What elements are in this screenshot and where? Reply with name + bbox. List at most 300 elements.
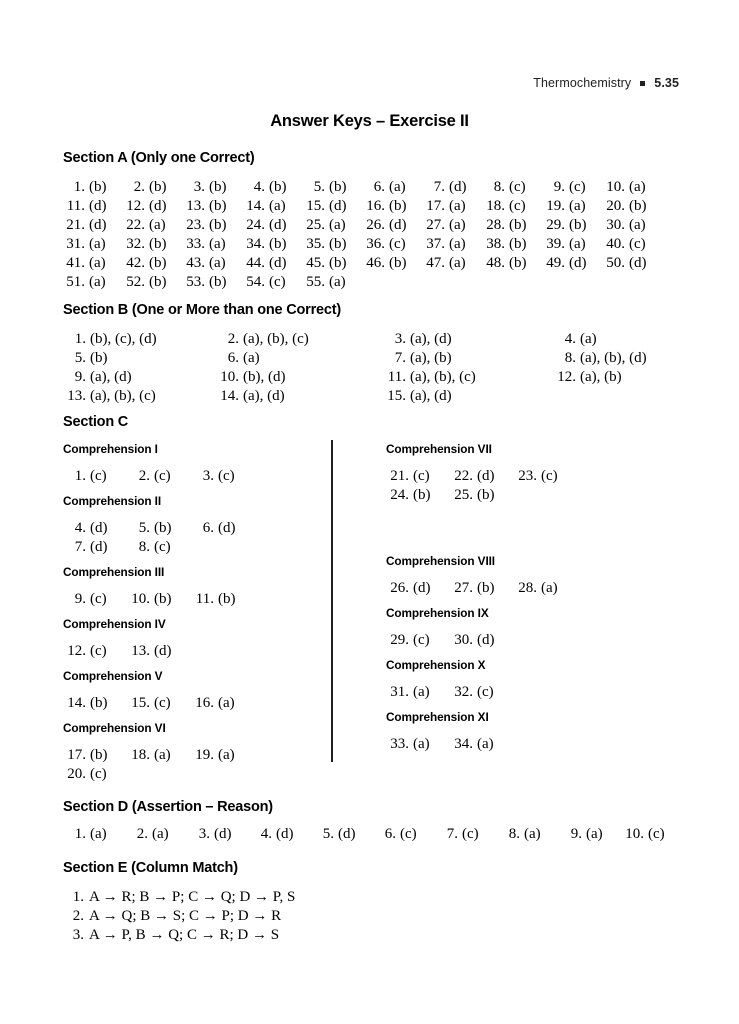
comprehension-answer-grid (66, 467, 258, 486)
answer-number: 8. (493, 179, 505, 195)
answer-value: (a), (b), (c) (90, 388, 156, 404)
answer-number: 33. (186, 236, 205, 252)
answer-item (386, 330, 556, 349)
answer-number: 4. (564, 331, 576, 347)
answer-number: 25. (454, 487, 473, 503)
section-d-heading: Section D (Assertion – Reason) (63, 799, 273, 815)
answer-value: (b) (509, 217, 527, 233)
answer-value: (b) (154, 591, 172, 607)
answer-value: (b) (329, 179, 347, 195)
answer-item (389, 467, 453, 486)
comprehension-heading: Comprehension IX (386, 606, 489, 620)
answer-item (366, 216, 426, 235)
answer-value: (a) (89, 274, 106, 290)
answer-number: 21. (66, 217, 85, 233)
answer-item (186, 254, 246, 273)
answer-number: 34. (246, 236, 265, 252)
answer-number: 1. (74, 331, 86, 347)
answer-value: (a) (89, 236, 106, 252)
answer-value: (b), (d) (243, 369, 286, 385)
answer-value: (c) (389, 236, 406, 252)
answer-number: 30. (454, 632, 473, 648)
answer-value: (c) (413, 632, 430, 648)
answer-value: (a) (477, 736, 494, 752)
answer-value: (c) (218, 468, 235, 484)
answer-item (128, 825, 190, 844)
answer-number: 23. (518, 468, 537, 484)
running-head (533, 76, 679, 90)
answer-number: 53. (186, 274, 205, 290)
answer-item (453, 683, 517, 702)
answer-number: 8. (138, 539, 150, 555)
section-b-answer-grid (66, 330, 726, 406)
answer-value: A → Q; B → S; C → P; D → R (89, 908, 282, 924)
answer-item (252, 825, 314, 844)
answer-item (130, 590, 194, 609)
answer-number: 13. (67, 388, 86, 404)
answer-number: 5. (138, 520, 150, 536)
answer-item (130, 538, 194, 557)
comprehension-answer-grid (66, 746, 258, 784)
section-c-heading: Section C (63, 414, 129, 430)
answer-value: (a) (389, 179, 406, 195)
comprehension-answer-grid (389, 735, 581, 754)
answer-item (366, 197, 426, 216)
answer-item (186, 216, 246, 235)
answer-item (66, 349, 219, 368)
comprehension-heading: Comprehension XI (386, 710, 489, 724)
answer-value: (a) (329, 274, 346, 290)
answer-value: (c) (413, 468, 430, 484)
answer-value: (a) (413, 736, 430, 752)
answer-number: 45. (306, 255, 325, 271)
answer-number: 9. (570, 826, 582, 842)
answer-value: (c) (648, 826, 665, 842)
answer-value: (d) (477, 468, 495, 484)
answer-value: (b) (477, 580, 495, 596)
answer-number: 3. (72, 927, 84, 943)
answer-item (426, 178, 486, 197)
answer-number: 22. (454, 468, 473, 484)
answer-value: (a) (154, 747, 171, 763)
answer-item (426, 216, 486, 235)
answer-value: (b) (329, 236, 347, 252)
answer-value: (b) (389, 198, 407, 214)
answer-number: 18. (131, 747, 150, 763)
answer-item (389, 486, 453, 505)
answer-number: 10. (131, 591, 150, 607)
answer-number: 49. (546, 255, 565, 271)
comprehension-answer-grid (389, 579, 581, 598)
answer-item (66, 467, 130, 486)
answer-item (606, 235, 666, 254)
answer-item (219, 387, 386, 406)
answer-item (386, 387, 556, 406)
answer-value: (c) (541, 468, 558, 484)
answer-item (219, 349, 386, 368)
section-e-answer-list (66, 888, 295, 945)
answer-number: 55. (306, 274, 325, 290)
answer-number: 16. (366, 198, 385, 214)
answer-number: 1. (73, 179, 85, 195)
answer-number: 34. (454, 736, 473, 752)
answer-number: 40. (606, 236, 625, 252)
answer-value: (d) (269, 255, 287, 271)
answer-item (556, 368, 726, 387)
answer-value: (b) (209, 274, 227, 290)
answer-number: 8. (508, 826, 520, 842)
answer-number: 28. (518, 580, 537, 596)
answer-item (66, 178, 126, 197)
answer-number: 1. (74, 468, 86, 484)
answer-item (66, 235, 126, 254)
answer-number: 44. (246, 255, 265, 271)
answer-value: A → P, B → Q; C → R; D → S (89, 927, 280, 943)
answer-value: (b) (413, 487, 431, 503)
answer-item (389, 735, 453, 754)
answer-number: 54. (246, 274, 265, 290)
answer-number: 4. (74, 520, 86, 536)
section-e-heading: Section E (Column Match) (63, 860, 238, 876)
answer-value: (d) (269, 217, 287, 233)
answer-item (486, 254, 546, 273)
answer-value: (c) (400, 826, 417, 842)
answer-item (486, 235, 546, 254)
comprehension-answer-grid (66, 590, 258, 609)
answer-item (366, 178, 426, 197)
answer-value: (b) (629, 198, 647, 214)
column-match-row (66, 888, 295, 907)
answer-value: (d) (149, 198, 167, 214)
answer-value: (a) (413, 684, 430, 700)
answer-item (306, 216, 366, 235)
answer-number: 39. (546, 236, 565, 252)
answer-value: (a), (d) (90, 369, 132, 385)
answer-value: (b) (269, 236, 287, 252)
answer-number: 52. (126, 274, 145, 290)
answer-number: 5. (322, 826, 334, 842)
answer-item (306, 235, 366, 254)
answer-value: (a) (449, 198, 466, 214)
answer-number: 2. (133, 179, 145, 195)
answer-item (126, 216, 186, 235)
answer-value: (b) (218, 591, 236, 607)
answer-value: (b) (90, 747, 108, 763)
answer-value: (a) (209, 236, 226, 252)
answer-item (546, 216, 606, 235)
answer-value: (d) (89, 217, 107, 233)
answer-item (246, 273, 306, 292)
answer-number: 5. (74, 350, 86, 366)
answer-value: (a) (449, 255, 466, 271)
answer-value: (b) (329, 255, 347, 271)
answer-item (376, 825, 438, 844)
answer-item (66, 538, 130, 557)
answer-number: 10. (625, 826, 644, 842)
answer-value: (b) (209, 179, 227, 195)
answer-number: 32. (126, 236, 145, 252)
answer-number: 28. (486, 217, 505, 233)
answer-number: 30. (606, 217, 625, 233)
answer-item (426, 254, 486, 273)
answer-item (606, 254, 666, 273)
answer-number: 3. (198, 826, 210, 842)
answer-value: (d) (449, 179, 467, 195)
answer-value: (c) (477, 684, 494, 700)
answer-number: 10. (220, 369, 239, 385)
answer-value: (a) (329, 217, 346, 233)
answer-item (389, 579, 453, 598)
answer-number: 36. (366, 236, 385, 252)
answer-number: 13. (131, 643, 150, 659)
answer-item (486, 216, 546, 235)
answer-item (66, 519, 130, 538)
answer-number: 17. (67, 747, 86, 763)
answer-value: (d) (276, 826, 294, 842)
answer-item (246, 178, 306, 197)
answer-number: 31. (66, 236, 85, 252)
answer-number: 10. (606, 179, 625, 195)
answer-value: (c) (90, 468, 107, 484)
answer-number: 24. (390, 487, 409, 503)
answer-value: (a) (541, 580, 558, 596)
answer-number: 13. (186, 198, 205, 214)
answer-number: 19. (195, 747, 214, 763)
answer-value: (a), (b), (c) (243, 331, 309, 347)
answer-value: (a), (d) (243, 388, 285, 404)
answer-item (66, 590, 130, 609)
answer-value: (c) (154, 468, 171, 484)
answer-number: 2. (227, 331, 239, 347)
answer-item (130, 746, 194, 765)
answer-item (486, 197, 546, 216)
answer-item (246, 197, 306, 216)
answer-number: 50. (606, 255, 625, 271)
answer-number: 1. (72, 889, 84, 905)
answer-item (306, 254, 366, 273)
comprehension-heading: Comprehension VIII (386, 554, 495, 568)
answer-number: 21. (390, 468, 409, 484)
answer-number: 12. (557, 369, 576, 385)
answer-item (453, 631, 517, 650)
answer-item (126, 178, 186, 197)
answer-number: 42. (126, 255, 145, 271)
page-title: Answer Keys – Exercise II (270, 112, 469, 130)
answer-item (517, 467, 581, 486)
answer-number: 8. (564, 350, 576, 366)
answer-item (386, 349, 556, 368)
answer-value: (d) (413, 580, 431, 596)
answer-number: 14. (220, 388, 239, 404)
answer-number: 20. (67, 766, 86, 782)
answer-value: (b) (149, 255, 167, 271)
answer-number: 29. (546, 217, 565, 233)
answer-value: (a) (629, 179, 646, 195)
answer-number: 2. (138, 468, 150, 484)
answer-value: (b) (389, 255, 407, 271)
answer-item (386, 368, 556, 387)
answer-value: (a) (569, 198, 586, 214)
answer-number: 35. (306, 236, 325, 252)
answer-number: 3. (394, 331, 406, 347)
answer-item (130, 694, 194, 713)
answer-item (306, 178, 366, 197)
answer-value: (d) (218, 520, 236, 536)
answer-number: 11. (387, 369, 406, 385)
answer-number: 47. (426, 255, 445, 271)
answer-item (546, 178, 606, 197)
answer-value: (a) (524, 826, 541, 842)
answer-item (606, 197, 666, 216)
answer-number: 11. (195, 591, 214, 607)
answer-item (453, 467, 517, 486)
section-a-answer-grid (66, 178, 666, 292)
answer-item (66, 765, 130, 784)
answer-item (389, 683, 453, 702)
answer-value: (a), (b), (c) (410, 369, 476, 385)
answer-item (389, 631, 453, 650)
chapter-name: Thermochemistry (533, 76, 632, 90)
answer-number: 43. (186, 255, 205, 271)
answer-value: (c) (154, 695, 171, 711)
answer-value: (d) (389, 217, 407, 233)
answer-item (306, 197, 366, 216)
answer-value: (b) (149, 236, 167, 252)
answer-number: 27. (426, 217, 445, 233)
answer-item (186, 273, 246, 292)
answer-value: (a) (218, 695, 235, 711)
answer-value: (a) (152, 826, 169, 842)
answer-value: (a), (b) (410, 350, 452, 366)
answer-number: 25. (306, 217, 325, 233)
answer-number: 4. (260, 826, 272, 842)
answer-number: 27. (454, 580, 473, 596)
section-b-heading: Section B (One or More than one Correct) (63, 302, 341, 318)
answer-number: 15. (131, 695, 150, 711)
section-c-column-divider (331, 440, 333, 762)
answer-number: 22. (126, 217, 145, 233)
answer-number: 48. (486, 255, 505, 271)
answer-item (194, 694, 258, 713)
comprehension-heading: Comprehension VI (63, 721, 166, 735)
answer-item (190, 825, 252, 844)
answer-number: 11. (66, 198, 85, 214)
answer-number: 3. (202, 468, 214, 484)
answer-item (186, 197, 246, 216)
answer-number: 26. (366, 217, 385, 233)
answer-value: (d) (477, 632, 495, 648)
answer-item (246, 216, 306, 235)
answer-value: (b) (269, 179, 287, 195)
comprehension-heading: Comprehension IV (63, 617, 166, 631)
section-a-heading: Section A (Only one Correct) (63, 150, 255, 166)
answer-number: 7. (446, 826, 458, 842)
answer-number: 1. (74, 826, 86, 842)
answer-item (66, 642, 130, 661)
answer-value: (a) (218, 747, 235, 763)
answer-number: 32. (454, 684, 473, 700)
answer-item (426, 197, 486, 216)
answer-value: (a), (b), (d) (580, 350, 647, 366)
answer-number: 23. (186, 217, 205, 233)
answer-value: (a) (269, 198, 286, 214)
answer-item (186, 178, 246, 197)
answer-item (624, 825, 686, 844)
answer-value: (b) (149, 179, 167, 195)
answer-item (66, 694, 130, 713)
answer-number: 37. (426, 236, 445, 252)
answer-item (194, 590, 258, 609)
answer-item (438, 825, 500, 844)
answer-value: (b) (569, 217, 587, 233)
answer-value: (b) (209, 217, 227, 233)
answer-item (219, 368, 386, 387)
answer-item (66, 368, 219, 387)
answer-value: (d) (329, 198, 347, 214)
answer-value: (c) (269, 274, 286, 290)
answer-item (606, 178, 666, 197)
answer-value: (a) (586, 826, 603, 842)
answer-value: (d) (90, 520, 108, 536)
answer-item (130, 467, 194, 486)
answer-number: 33. (390, 736, 409, 752)
answer-value: (b) (90, 350, 108, 366)
answer-number: 51. (66, 274, 85, 290)
answer-item (66, 273, 126, 292)
comprehension-heading: Comprehension II (63, 494, 162, 508)
answer-value: (a) (89, 255, 106, 271)
answer-number: 6. (384, 826, 396, 842)
answer-value: (a), (d) (410, 388, 452, 404)
answer-item (194, 467, 258, 486)
comprehension-heading: Comprehension VII (386, 442, 492, 456)
answer-number: 38. (486, 236, 505, 252)
answer-value: (c) (90, 766, 107, 782)
answer-item (186, 235, 246, 254)
answer-item (314, 825, 376, 844)
answer-item (562, 825, 624, 844)
answer-value: (a) (149, 217, 166, 233)
answer-item (66, 254, 126, 273)
page-folio: 5.35 (654, 76, 679, 90)
answer-item (453, 735, 517, 754)
answer-number: 14. (246, 198, 265, 214)
answer-value: (b) (509, 255, 527, 271)
answer-number: 6. (373, 179, 385, 195)
answer-number: 24. (246, 217, 265, 233)
answer-value: (c) (462, 826, 479, 842)
answer-number: 5. (313, 179, 325, 195)
answer-number: 15. (387, 388, 406, 404)
answer-item (130, 519, 194, 538)
column-match-row (66, 926, 295, 945)
answer-value: (a) (209, 255, 226, 271)
answer-number: 18. (486, 198, 505, 214)
answer-value: (b) (509, 236, 527, 252)
answer-item (366, 235, 426, 254)
answer-value: (c) (569, 179, 586, 195)
answer-value: (a), (d) (410, 331, 452, 347)
comprehension-heading: Comprehension I (63, 442, 158, 456)
answer-item (246, 254, 306, 273)
answer-value: (d) (89, 198, 107, 214)
answer-item (453, 579, 517, 598)
answer-number: 26. (390, 580, 409, 596)
comprehension-answer-grid (66, 519, 258, 557)
answer-value: (d) (338, 826, 356, 842)
answer-number: 20. (606, 198, 625, 214)
answer-item (66, 197, 126, 216)
